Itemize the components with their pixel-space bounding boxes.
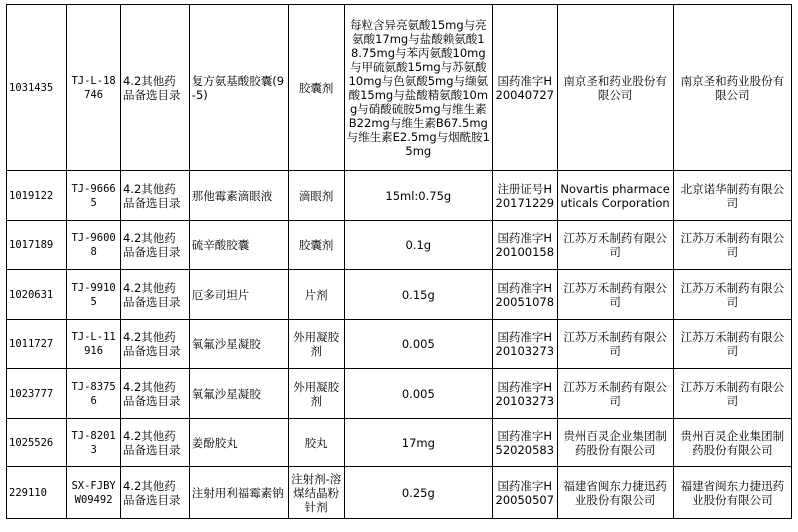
drug-list-table — [6, 4, 792, 519]
cell-applicant: 北京诺华制药有限公司 — [673, 171, 791, 221]
cell-specification: 每粒含异亮氨酸15mg与亮氨酸17mg与盐酸赖氨酸18.75mg与苯丙氨酸10mg与甲硫氨酸15mg与苏氨酸10mg与色氨酸5mg与缬氨酸15mg与盐酸精氨酸10mg与硝酸硫胺5mg与维生素B22mg与维生素B67.5mg与维生素E2.5mg与烟酰胺15mg — [344, 5, 492, 171]
cell-code: TJ-L-18746 — [67, 5, 121, 171]
table-row — [7, 320, 792, 369]
table-row — [7, 221, 792, 270]
cell-code: TJ-L-11916 — [67, 320, 121, 369]
cell-dosage-form: 滴眼剂 — [288, 171, 344, 221]
cell-code: TJ-99105 — [67, 270, 121, 320]
cell-id: 1011727 — [7, 320, 67, 369]
cell-approval-number: 国药准字H52020583 — [493, 419, 558, 467]
cell-id: 229110 — [7, 467, 67, 519]
cell-drug-name: 氧氟沙星凝胶 — [189, 320, 288, 369]
cell-code: SX-FJBYW09492 — [67, 467, 121, 519]
table-row — [7, 467, 792, 519]
cell-drug-name: 复方氨基酸胶囊(9-5) — [189, 5, 288, 171]
cell-category: 4.2其他药品备选目录 — [120, 320, 189, 369]
cell-approval-number: 国药准字H20103273 — [493, 320, 558, 369]
cell-drug-name: 姜酚胶丸 — [189, 419, 288, 467]
cell-specification: 0.15g — [344, 270, 492, 320]
cell-approval-number: 国药准字H20040727 — [493, 5, 558, 171]
cell-manufacturer: 福建省闽东力捷迅药业股份有限公司 — [557, 467, 673, 519]
cell-drug-name: 硫辛酸胶囊 — [189, 221, 288, 270]
cell-category: 4.2其他药品备选目录 — [120, 419, 189, 467]
cell-approval-number: 国药准字H20051078 — [493, 270, 558, 320]
cell-id: 1017189 — [7, 221, 67, 270]
cell-specification: 0.005 — [344, 320, 492, 369]
cell-dosage-form: 外用凝胶剂 — [288, 320, 344, 369]
cell-manufacturer: 江苏万禾制药有限公司 — [557, 221, 673, 270]
cell-manufacturer: Novartis pharmaceuticals Corporation — [557, 171, 673, 221]
cell-dosage-form: 注射剂-溶煤结晶粉针剂 — [288, 467, 344, 519]
cell-category: 4.2其他药品备选目录 — [120, 369, 189, 419]
table-row — [7, 419, 792, 467]
cell-id: 1031435 — [7, 5, 67, 171]
cell-manufacturer: 江苏万禾制药有限公司 — [557, 270, 673, 320]
cell-category: 4.2其他药品备选目录 — [120, 5, 189, 171]
cell-applicant: 江苏万禾制药有限公司 — [673, 369, 791, 419]
cell-drug-name: 注射用利福霉素钠 — [189, 467, 288, 519]
cell-applicant: 南京圣和药业股份有限公司 — [673, 5, 791, 171]
cell-dosage-form: 胶囊剂 — [288, 221, 344, 270]
cell-category: 4.2其他药品备选目录 — [120, 221, 189, 270]
cell-id: 1023777 — [7, 369, 67, 419]
cell-specification: 0.005 — [344, 369, 492, 419]
cell-applicant: 福建省闽东力捷迅药业股份有限公司 — [673, 467, 791, 519]
cell-id: 1025526 — [7, 419, 67, 467]
cell-drug-name: 厄多司坦片 — [189, 270, 288, 320]
cell-id: 1020631 — [7, 270, 67, 320]
cell-manufacturer: 贵州百灵企业集团制药股份有限公司 — [557, 419, 673, 467]
cell-specification: 15ml:0.75g — [344, 171, 492, 221]
cell-approval-number: 国药准字H20050507 — [493, 467, 558, 519]
table-row — [7, 171, 792, 221]
cell-category: 4.2其他药品备选目录 — [120, 171, 189, 221]
cell-applicant: 贵州百灵企业集团制药股份有限公司 — [673, 419, 791, 467]
table-row — [7, 270, 792, 320]
cell-category: 4.2其他药品备选目录 — [120, 467, 189, 519]
cell-code: TJ-83756 — [67, 369, 121, 419]
cell-manufacturer: 江苏万禾制药有限公司 — [557, 369, 673, 419]
cell-approval-number: 国药准字H20100158 — [493, 221, 558, 270]
cell-applicant: 江苏万禾制药有限公司 — [673, 221, 791, 270]
cell-applicant: 江苏万禾制药有限公司 — [673, 320, 791, 369]
cell-manufacturer: 南京圣和药业股份有限公司 — [557, 5, 673, 171]
cell-specification: 0.25g — [344, 467, 492, 519]
cell-specification: 0.1g — [344, 221, 492, 270]
table-row — [7, 369, 792, 419]
cell-approval-number: 国药准字H20103273 — [493, 369, 558, 419]
cell-applicant: 江苏万禾制药有限公司 — [673, 270, 791, 320]
cell-drug-name: 那他霉素滴眼液 — [189, 171, 288, 221]
cell-dosage-form: 胶丸 — [288, 419, 344, 467]
cell-code: TJ-96008 — [67, 221, 121, 270]
cell-dosage-form: 片剂 — [288, 270, 344, 320]
cell-code: TJ-82013 — [67, 419, 121, 467]
cell-dosage-form: 胶囊剂 — [288, 5, 344, 171]
table-row — [7, 5, 792, 171]
cell-id: 1019122 — [7, 171, 67, 221]
cell-approval-number: 注册证号H20171229 — [493, 171, 558, 221]
cell-drug-name: 氧氟沙星凝胶 — [189, 369, 288, 419]
cell-code: TJ-96665 — [67, 171, 121, 221]
cell-specification: 17mg — [344, 419, 492, 467]
cell-dosage-form: 外用凝胶剂 — [288, 369, 344, 419]
cell-manufacturer: 江苏万禾制药有限公司 — [557, 320, 673, 369]
cell-category: 4.2其他药品备选目录 — [120, 270, 189, 320]
